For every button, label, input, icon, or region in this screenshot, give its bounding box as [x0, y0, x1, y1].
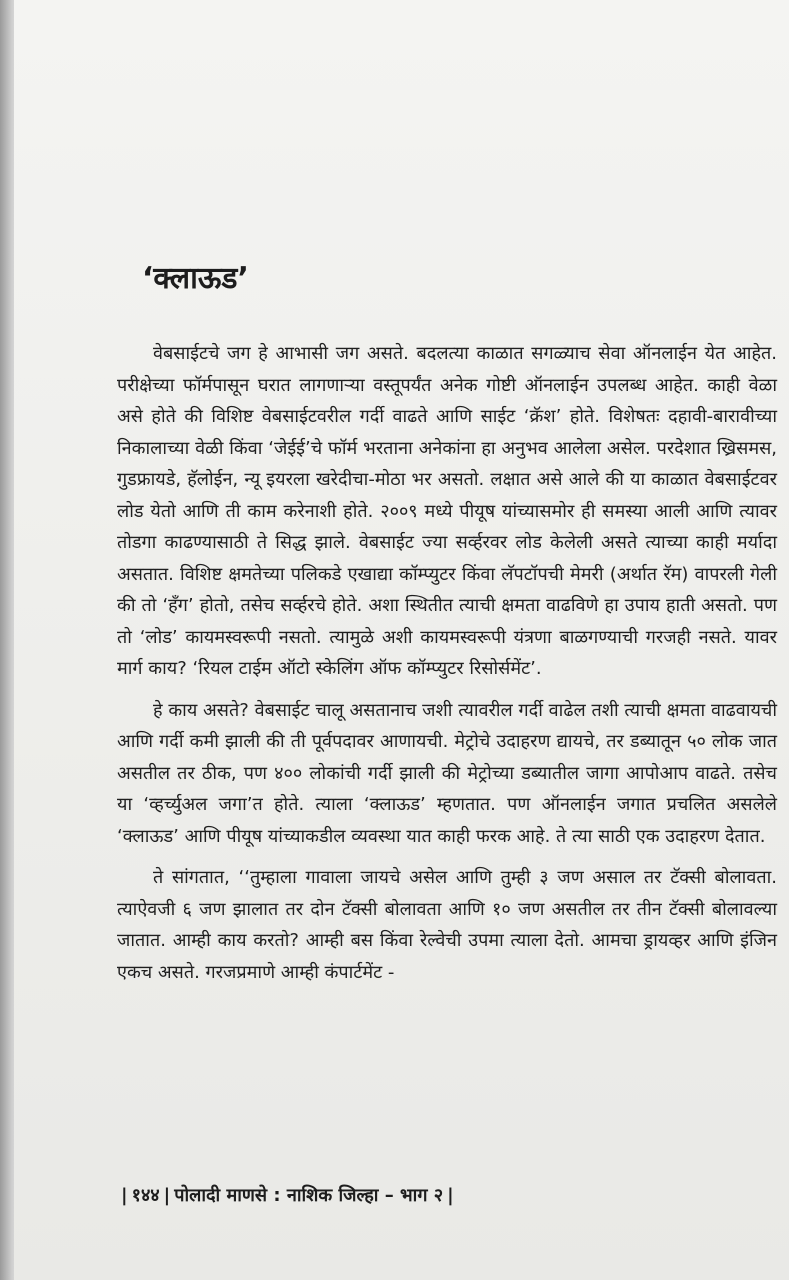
page-footer [117, 1183, 458, 1207]
paragraph-3: ते सांगतात, ‘‘तुम्हाला गावाला जायचे असेल आणि तुम्ही ३ जण असाल तर टॅक्सी बोलावता. त्याऐवजी ६ जण झालात तर दोन टॅक्सी बोलावता आणि १० जण असतील तर तीन टॅक्सी बोलावल्या जातात. आम्ही काय करतो? आम्ही बस किंवा रेल्वेची उपमा त्याला देतो. आमचा ड्रायव्हर आणि इंजिन एकच असते. गरजप्रमाणे आम्ही कंपार्टमेंट - [117, 867, 777, 983]
chapter-title: ‘क्लाऊड’ [142, 261, 249, 296]
paragraph-1: वेबसाईटचे जग हे आभासी जग असते. बदलत्या काळात सगळ्याच सेवा ऑनलाईन येत आहेत. परीक्षेच्या फॉर्मपासून घरात लागणाऱ्या वस्तूपर्यंत अनेक गोष्टी ऑनलाईन उपलब्ध आहेत. काही वेळा असे होते की विशिष्ट वेबसाईटवरील गर्दी वाढते आणि साईट ‘क्रॅश’ होते. विशेषतः दहावी-बारावीच्या निकालाच्या वेळी किंवा ‘जेईई’चे फॉर्म भरताना अनेकांना हा अनुभव आलेला असेल. परदेशात ख्रिसमस, गुडफ्रायडे, हॅलोईन, न्यू इयरला खरेदीचा-मोठा भर असतो. लक्षात असे आले की या काळात वेबसाईटवर लोड येतो आणि ती काम करेनाशी होते. २००९ मध्ये पीयूष यांच्यासमोर ही समस्या आली आणि त्यावर तोडगा काढण्यासाठी ते सिद्ध झाले. वेबसाईट ज्या सर्व्हरवर लोड केलेली असते त्याच्या काही मर्यादा असतात. विशिष्ट क्षमतेच्या पलिकडे एखाद्या कॉम्प्युटर किंवा लॅपटॉपची मेमरी (अर्थात रॅम) वापरली गेली की तो ‘हँग’ होतो, तसेच सर्व्हरचे होते. अशा स्थितीत त्याची क्षमता वाढविणे हा उपाय हाती असतो. पण तो ‘लोड’ कायमस्वरूपी नसतो. त्यामुळे अशी कायमस्वरूपी यंत्रणा बाळगण्याची गरजही नसते. यावर मार्ग काय? ‘रियल टाईम ऑटो स्केलिंग ऑफ कॉम्प्युटर रिसोर्समेंट’. [117, 343, 777, 679]
footer-divider-middle: | [163, 1185, 171, 1206]
footer-divider-left: | [121, 1185, 128, 1206]
footer-divider-right: | [447, 1185, 454, 1206]
book-title: पोलादी माणसे : नाशिक जिल्हा – भाग २ [174, 1185, 444, 1206]
chapter-body [117, 338, 777, 988]
page-number: १४४ [131, 1185, 160, 1206]
paragraph-2: हे काय असते? वेबसाईट चालू असतानाच जशी त्यावरील गर्दी वाढेल तशी त्याची क्षमता वाढवायची आणि गर्दी कमी झाली की ती पूर्वपदावर आणायची. मेट्रोचे उदाहरण द्यायचे, तर डब्यातून ५० लोक जात असतील तर ठीक, पण ४०० लोकांची गर्दी झाली की मेट्रोच्या डब्यातील जागा आपोआप वाढते. तसेच या ‘व्हर्च्युअल जगा’त होते. त्याला ‘क्लाऊड’ म्हणतात. पण ऑनलाईन जगात प्रचलित असलेले ‘क्लाऊड’ आणि पीयूष यांच्याकडील व्यवस्था यात काही फरक आहे. ते त्या साठी एक उदाहरण देतात. [117, 699, 777, 847]
book-page [14, 0, 789, 1280]
